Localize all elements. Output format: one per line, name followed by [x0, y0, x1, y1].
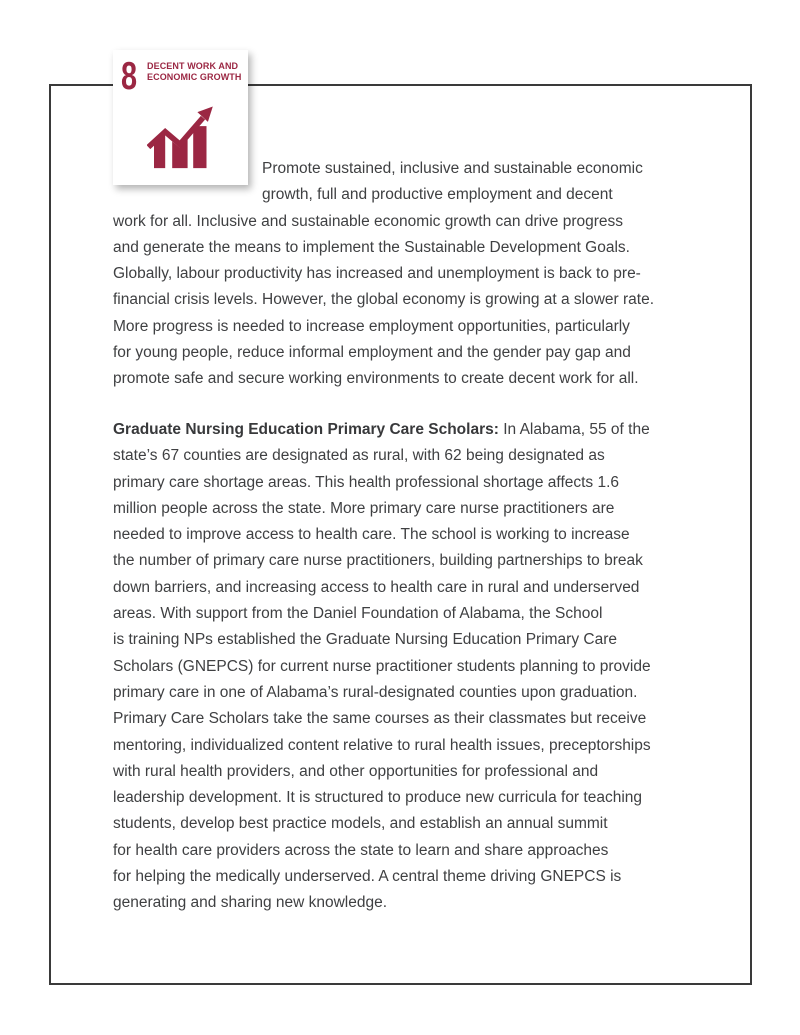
text-line: million people across the state. More primary care nurse practitioners are	[113, 499, 615, 517]
text-line: is training NPs established the Graduate Nursing Education Primary Care	[113, 631, 617, 649]
text-line: Globally, labour productivity has increased and unemployment is back to pre-	[113, 265, 641, 283]
text-line: needed to improve access to health care. The school is working to increase	[113, 526, 630, 544]
text-line: areas. With support from the Daniel Foundation of Alabama, the School	[113, 605, 603, 623]
text-line: down barriers, and increasing access to health care in rural and underserved	[113, 578, 640, 596]
text-line: primary care in one of Alabama’s rural-designated counties upon graduation.	[113, 683, 638, 701]
text-line: More progress is needed to increase employment opportunities, particularly	[113, 317, 630, 335]
text-line: for young people, reduce informal employment and the gender pay gap and	[113, 344, 631, 362]
text-line: primary care shortage areas. This health professional shortage affects 1.6	[113, 473, 620, 491]
sdg-goal-title-line1: DECENT WORK AND	[147, 61, 239, 71]
text-line: state’s 67 counties are designated as rural, with 62 being designated as	[113, 447, 605, 465]
text-line: students, develop best practice models, and establish an annual summit	[113, 815, 608, 833]
text-line: growth, full and productive employment and decent	[262, 186, 613, 204]
program-paragraph	[113, 417, 735, 917]
sdg-goal-title-line2: ECONOMIC GROWTH	[147, 71, 242, 82]
text-line: financial crisis levels. However, the global economy is growing at a slower rate.	[113, 291, 655, 309]
text-line: with rural health providers, and other opportunities for professional and	[113, 762, 599, 780]
text-line: work for all. Inclusive and sustainable economic growth can drive progress	[113, 212, 624, 230]
program-lead-bold: Graduate Nursing Education Primary Care Scholars:	[113, 421, 499, 438]
text-line: Promote sustained, inclusive and sustainable economic	[262, 160, 643, 177]
program-lead-rest: In Alabama, 55 of the	[498, 421, 650, 438]
text-line: for helping the medically underserved. A central theme driving GNEPCS is	[113, 868, 622, 886]
text-line: for health care providers across the state to learn and share approaches	[113, 841, 609, 859]
text-line: Primary Care Scholars take the same courses as their classmates but receive	[113, 710, 647, 728]
text-line: Scholars (GNEPCS) for current nurse practitioner students planning to provide	[113, 657, 651, 675]
text-line: the number of primary care nurse practitioners, building partnerships to break	[113, 552, 643, 570]
text-line: promote safe and secure working environments to create decent work for all.	[113, 370, 639, 388]
text-line: and generate the means to implement the Sustainable Development Goals.	[113, 238, 630, 256]
text-line: generating and sharing new knowledge.	[113, 894, 388, 912]
text-line: mentoring, individualized content relative to rural health issues, preceptorships	[113, 736, 651, 754]
sdg-goal-number: 8	[121, 55, 138, 98]
sdg-goal-title	[147, 61, 242, 82]
program-paragraph-first-line	[113, 417, 735, 443]
text-line: leadership development. It is structured to produce new curricula for teaching	[113, 789, 643, 807]
program-paragraph-lines	[113, 443, 735, 916]
intro-paragraph	[113, 156, 735, 393]
